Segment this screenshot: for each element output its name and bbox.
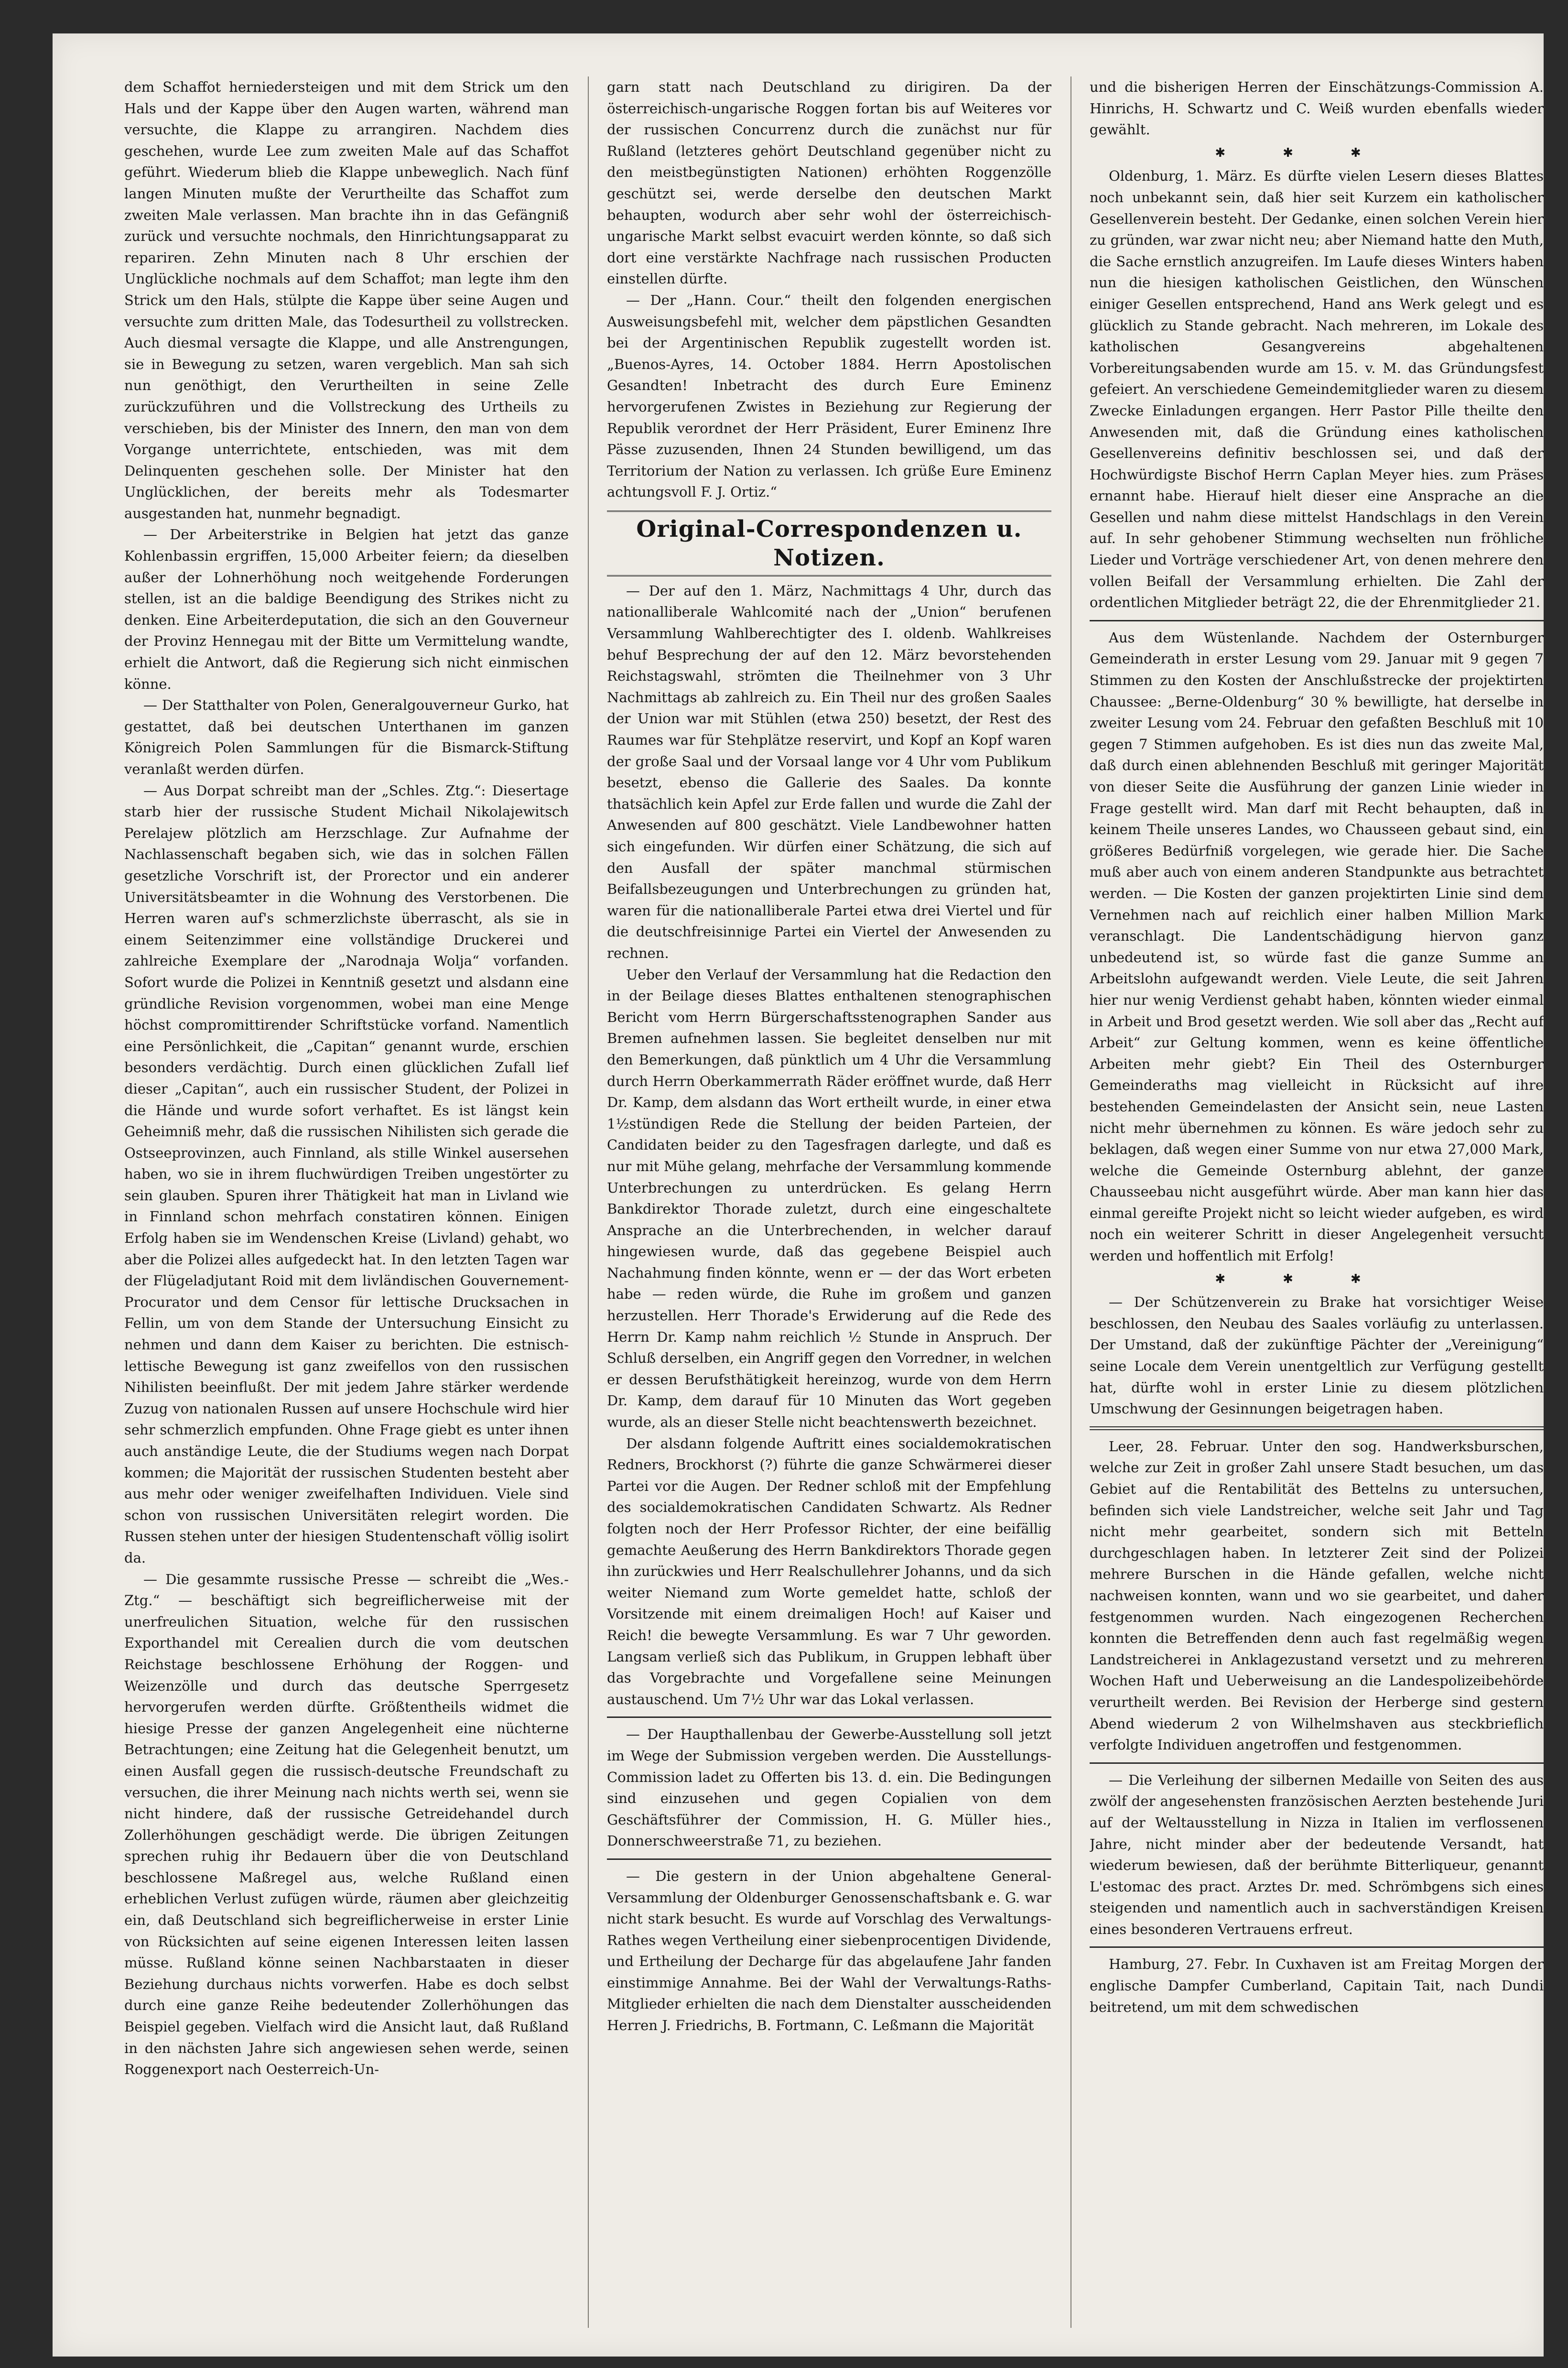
article-dorpat: — Aus Dorpat schreibt man der „Schles. Ztg.“: Diesertage starb hier der russische Student Michail Nikolajewitsch Perelajew plötzlich am Herzschlage. Zur Aufnahme der Nachlassenschaft begaben sich, wie das in solchen Fällen gesetzliche Vorschrift ist, der Prorector und ein anderer Universitätsbeamter in die Wohnung des Verstorbenen. Die Herren waren auf's schmerzlichste überrascht, als sie in einem Seitenzimmer eine vollständige Druckerei und zahlreiche Exemplare der „Narodnaja Wolja“ vorfanden. Sofort wurde die Polizei in Kenntniß gesetzt und alsdann eine gründliche Revision vorgenommen, wobei man eine Menge höchst compromittirender Schriftstücke vorfand. Namentlich eine Persönlichkeit, die „Capitan“ genannt wurde, erschien besonders verdächtig. Durch einen glücklichen Zufall lief dieser „Capitan“, auch ein russischer Student, der Polizei in die Hände und wurde sofort verhaftet. Es ist längst kein Geheimniß mehr, daß die russischen Nihilisten sich gerade die Ostseeprovinzen, auch Finnland, als stille Winkel ausersehen haben, wo sie in ihrem fluchwürdigen Treiben ungestörter zu sein glauben. Spuren ihrer Thätigkeit hat man in Livland wie in Finnland schon mehrfach constatiren können. Einigen Erfolg haben sie im Wendenschen Kreise (Livland) gehabt, wo aber die Polizei alles aufgedeckt hat. In den letzten Tagen war der Flügeladjutant Roid mit dem livländischen Gouvernement-Procurator und dem Censor für lettische Drucksachen in Fellin, um von dem Stande der Untersuchung Einsicht zu nehmen und dann dem Kaiser zu berichten. Die estnisch-lettische Bewegung ist ganz zweifellos von den russischen Nihilisten beeinflußt. Der mit jedem Jahre stärker werdende Zuzug von nationalen Russen auf unsere Hochschule wird hier sehr schmerzlich empfunden. Ohne Frage giebt es unter ihnen auch anständige Leute, die der Studiums wegen nach Dorpat kommen; die Majorität der russischen Studenten besteht aber aus mehr oder weniger zweifelhaften Individuen. Viele sind schon von russischen Universitäten relegirt worden. Die Russen stehen unter der hiesigen Studentenschaft völlig isolirt da.	[124, 782, 569, 1566]
article-silberne-medaille: — Die Verleihung der silbernen Medaille von Seiten des aus zwölf der angesehensten französischen Aerzten bestehende Juri auf der Weltausstellung in Nizza in Italien im verflossenen Jahre, nicht minder aber der bedeutende Versandt, hat wiederum bewiesen, daß der berühmte Bitterliqueur, genannt L'estomac des pract. Arztes Dr. med. Schrömbgens sich eines steigenden und namentlich auch in sachverständigen Kreisen eines besonderen Vertrauens erfreut.	[1090, 1771, 1544, 1937]
article-paragraph: garn statt nach Deutschland zu dirigiren. Da der österreichisch-ungarische Roggen fortan bis auf Weiteres vor der russischen Concurrenz durch die zunächst nur für Rußland (letzteres gehört Deutschland gegenüber nicht zu den meistbegünstigten Nationen) erhöhten Roggenzölle geschützt sei, werde derselbe den deutschen Markt behaupten, wodurch aber sehr wohl der österreichisch-ungarische Markt selbst evacuirt werden könnte, so daß sich dort eine verstärkte Nachfrage nach russischen Producten einstellen dürfte.	[607, 79, 1051, 287]
article-gewerbe-ausstellung: — Der Haupthallenbau der Gewerbe-Ausstellung soll jetzt im Wege der Submission vergeben werden. Die Ausstellungs-Commission ladet zu Offerten bis 13. d. ein. Die Bedingungen sind einzusehen und gegen Copialien von dem Geschäftsführer der Commission, H. G. Müller hies., Donnerschweerstraße 71, zu beziehen.	[607, 1726, 1051, 1849]
double-divider	[1090, 1426, 1544, 1430]
section-heading: Original-Correspondenzen u. Notizen.	[607, 511, 1051, 576]
article-statthalter-polen: — Der Statthalter von Polen, Generalgouverneur Gurko, hat gestattet, daß bei deutschen Unterthanen im ganzen Königreich Polen Sammlungen für die Bismarck-Stiftung veranlaßt werden dürfen.	[124, 697, 569, 777]
article-socialdemokrat-redner: Der alsdann folgende Auftritt eines socialdemokratischen Redners, Brockhorst (?) führte die ganze Schwärmerei dieser Partei vor die Augen. Der Redner schloß mit der Empfehlung des socialdemokratischen Candidaten Schwartz. Als Redner folgten noch der Herr Professor Richter, der eine beifällig gemachte Aeußerung des Herrn Bankdirektors Thorade gegen ihn zurückwies und Herr Realschullehrer Johanns, und da sich weiter Niemand zum Worte gemeldet hatte, schloß der Vorsitzende mit einem dreimaligen Hoch! auf Kaiser und Reich! die bewegte Versammlung. Es war 7 Uhr geworden. Langsam verließ sich das Publikum, in Gruppen lebhaft über das Vorgebrachte und Vorgefallene seine Meinungen austauschend. Um 7½ Uhr war das Lokal verlassen.	[607, 1435, 1051, 1707]
divider	[607, 1858, 1051, 1860]
column-left	[124, 76, 569, 2328]
newspaper-page	[53, 33, 1544, 2357]
divider	[1090, 1762, 1544, 1764]
article-schuetzenverein-brake: — Der Schützenverein zu Brake hat vorsichtiger Weise beschlossen, den Neubau des Saales vorläufig zu unterlassen. Der Umstand, daß der zukünftige Pächter der „Vereinigung“ seine Locale dem Verein unentgeltlich zur Verfügung gestellt hat, dürfte wohl in erster Linie zu diesem plötzlichen Umschwung der Gesinnungen beigetragen haben.	[1090, 1294, 1544, 1417]
article-paragraph: und die bisherigen Herren der Einschätzungs-Commission A. Hinrichs, H. Schwartz und C. Weiß wurden ebenfalls wieder gewählt.	[1090, 79, 1544, 138]
article-leer: Leer, 28. Februar. Unter den sog. Handwerksburschen, welche zur Zeit in großer Zahl unsere Stadt besuchen, um das Gebiet auf die Rentabilität des Bettelns zu untersuchen, befinden sich viele Landstreicher, welche seit Jahr und Tag nicht mehr gearbeitet, sondern sich mit Betteln durchgeschlagen haben. In letzterer Zeit sind der Polizei mehrere Burschen in die Hände gefallen, welche nicht nachweisen konnten, wann und wo sie gearbeitet, und daher festgenommen wurden. Nach eingezogenen Recherchen konnten die Betreffenden denn auch fast regelmäßig wegen Landstreicherei in Anklagezustand versetzt und zu mehreren Wochen Haft und Ueberweisung an die Landespolizeibehörde verurtheilt werden. Bei Revision der Herberge sind gestern Abend wiederum 2 von Wilhelmshaven aus steckbrieflich verfolgte Individuen angetroffen und festgenommen.	[1090, 1438, 1544, 1753]
article-verlauf-versammlung: Ueber den Verlauf der Versammlung hat die Redaction den in der Beilage dieses Blattes enthaltenen stenographischen Bericht vom Herrn Bürgerschaftsstenographen Sander aus Bremen aufnehmen lassen. Sie begleitet denselben nur mit den Bemerkungen, daß pünktlich um 4 Uhr die Versammlung durch Herrn Oberkammerrath Räder eröffnet wurde, daß Herr Dr. Kamp, dem alsdann das Wort ertheilt wurde, in einer etwa 1½stündigen Rede die Stellung der beiden Parteien, der Candidaten beider zu den Tagesfragen darlegte, und daß es nur mit Mühe gelang, mehrfache der Versammlung kommende Unterbrechungen zu unterdrücken. Es gelang Herrn Bankdirektor Thorade zuletzt, durch eine eingeschaltete Ansprache an die Unterbrechenden, in welcher darauf hingewiesen wurde, daß das gegebene Beispiel auch Nachahmung finden könnte, wenn er — der das Wort erbeten habe — reden würde, die Ruhe im großem und ganzen herzustellen. Herr Thorade's Erwiderung auf die Rede des Herrn Dr. Kamp nahm reichlich ½ Stunde in Anspruch. Der Schluß derselben, ein Angriff gegen den Vorredner, in welchen er dessen Berufsthätigkeit hereinzog, wurde von dem Herrn Dr. Kamp, dem darauf für 10 Minuten das Wort gegeben wurde, als an dieser Stelle nicht beachtenswerth bezeichnet.	[607, 966, 1051, 1431]
divider	[607, 1716, 1051, 1718]
divider	[1090, 620, 1544, 621]
article-genossenschaftsbank: — Die gestern in der Union abgehaltene General-Versammlung der Oldenburger Genossenschaftsbank e. G. war nicht stark besucht. Es wurde auf Vorschlag des Verwaltungs-Rathes wegen Vertheilung einer siebenprocentigen Dividende, und Ertheilung der Decharge für das abgelaufene Jahr fanden einstimmige Annahme. Bei der Wahl der Verwaltungs-Raths-Mitglieder erhielten die nach dem Dienstalter ausscheidenden Herren J. Friedrichs, B. Fortmann, C. Leßmann die Majorität	[607, 1868, 1051, 2034]
article-arbeiterstrike-belgien: — Der Arbeiterstrike in Belgien hat jetzt das ganze Kohlenbassin ergriffen, 15,000 Arbeiter feiern; da dieselben außer der Lohnerhöhung noch weitgehende Forderungen stellen, ist an die baldige Beendigung des Strikes nicht zu denken. Eine Arbeiterdeputation, die sich an den Gouverneur der Provinz Hennegau mit der Bitte um Vermittelung wandte, erhielt die Antwort, daß die Regierung sich nicht einmischen könne.	[124, 526, 569, 692]
divider	[1090, 1946, 1544, 1948]
article-russische-presse: — Die gesammte russische Presse — schreibt die „Wes.-Ztg.“ — beschäftigt sich begreiflicherweise mit der unerfreulichen Situation, welche für den russischen Exporthandel mit Cerealien durch die vom deutschen Reichstage beschlossene Erhöhung der Roggen- und Weizenzölle und durch das deutsche Sperrgesetz hervorgerufen werden dürfte. Größtentheils widmet die hiesige Presse der ganzen Angelegenheit eine nüchterne Betrachtungen; eine Zeitung hat die Gelegenheit benutzt, um einen Ausfall gegen die russisch-deutsche Freundschaft zu versuchen, die ihrer Meinung nach nichts werth sei, wenn sie nicht hindere, daß der russische Getreidehandel durch Zollerhöhungen geschädigt werde. Die übrigen Zeitungen sprechen ruhig ihr Bedauern über die von Deutschland beschlossene Maßregel aus, welche Rußland einen erheblichen Verlust zufügen würde, räumen aber gleichzeitig ein, daß Deutschland sich begreiflicherweise in erster Linie von Rücksichten auf seine eigenen Interessen leiten lassen müsse. Rußland könne seinen Nachbarstaaten in dieser Beziehung durchaus nichts vorwerfen. Habe es doch selbst durch eine ganze Reihe bedeutender Zollerhöhungen das Beispiel gegeben. Vielfach wird die Ansicht laut, daß Rußland in den nächsten Jahre sich angewiesen sehen werde, seinen Roggenexport nach Oesterreich-Un-	[124, 1571, 569, 2078]
star-divider: ✱✱✱	[1215, 1271, 1418, 1286]
article-hamburg: Hamburg, 27. Febr. In Cuxhaven ist am Freitag Morgen der englische Dampfer Cumberland, Capitain Tait, nach Dundi beitretend, um mit dem schwedischen	[1090, 1956, 1544, 2015]
article-wuestenlande: Aus dem Wüstenlande. Nachdem der Osternburger Gemeinderath in erster Lesung vom 29. Januar mit 9 gegen 7 Stimmen zu den Kosten der Anschlußstrecke der projektirten Chaussee: „Berne-Oldenburg“ 30 % bewilligte, hat derselbe in zweiter Lesung vom 24. Februar den gefaßten Beschluß mit 10 gegen 7 Stimmen aufgehoben. Es ist dies nun das zweite Mal, daß durch einen ablehnenden Beschluß mit geringer Majorität von dieser Seite die Ausführung der ganzen Linie wieder in Frage gestellt wird. Man darf mit Recht behaupten, daß in keinem Theile unseres Landes, wo Chausseen gebaut sind, ein größeres Bedürfniß vorgelegen, wie gerade hier. Die Sache muß aber auch von einem anderen Standpunkte aus betrachtet werden. — Die Kosten der ganzen projektirten Linie sind dem Vernehmen nach auf reichlich einer halben Million Mark veranschlagt. Die Landentschädigung hiervon ganz unbedeutend ist, so würde fast die ganze Summe an Arbeitslohn aufgewandt werden. Viele Leute, die seit Jahren hier nur wenig Verdienst gehabt haben, könnten wieder einmal in Arbeit und Brod gesetzt werden. Wie soll aber das „Recht auf Arbeit“ zur Geltung kommen, wenn es keine öffentliche Arbeiten mehr giebt? Ein Theil des Osternburger Gemeinderaths mag vielleicht in Rücksicht auf ihre bestehenden Gemeindelasten der Ansicht sein, neue Lasten nicht mehr übernehmen zu können. Es wäre jedoch sehr zu beklagen, daß wegen einer Summe von nur etwa 27,000 Mark, welche die Gemeinde Osternburg ablehnt, der ganze Chausseebau nicht ausgeführt würde. Aber man kann hier das einmal gereifte Projekt nicht so leicht wieder aufgeben, es wird noch ein weiterer Schritt in dieser Angelegenheit versucht werden und hoffentlich mit Erfolg!	[1090, 629, 1544, 1264]
column-rule	[588, 76, 589, 2328]
star-divider: ✱✱✱	[1215, 145, 1418, 160]
article-wahlversammlung: — Der auf den 1. März, Nachmittags 4 Uhr, durch das nationalliberale Wahlcomité nach der „Union“ berufenen Versammlung Wahlberechtigter des I. oldenb. Wahlkreises behuf Besprechung der auf den 12. März bevorstehenden Reichstagswahl, strömten die Theilnehmer von 3 Uhr Nachmittags ab zahlreich zu. Ein Theil nur des großen Saales der Union war mit Stühlen (etwa 250) besetzt, der Rest des Raumes war für Stehplätze reservirt, und Kopf an Kopf waren der große Saal und der Vorsaal lange vor 4 Uhr vom Publikum besetzt, ebenso die Gallerie des Saales. Da konnte thatsächlich kein Apfel zur Erde fallen und wurde die Zahl der Anwesenden auf 800 geschätzt. Viele Landbewohner hatten sich eingefunden. Wir dürfen einer Schätzung, die sich auf den Ausfall der später manchmal stürmischen Beifallsbezeugungen und Unterbrechungen zu gründen hat, waren für die nationalliberale Partei etwa drei Viertel und für die deutschfreisinnige Partei ein Viertel der Anwesenden zu rechnen.	[607, 582, 1051, 961]
column-middle	[607, 76, 1051, 2328]
article-oldenburg-gesellenverein: Oldenburg, 1. März. Es dürfte vielen Lesern dieses Blattes noch unbekannt sein, daß hier seit Kurzem ein katholischer Gesellenverein besteht. Der Gedanke, einen solchen Verein hier zu gründen, war zwar nicht neu; aber Niemand hatte den Muth, die Sache ernstlich anzugreifen. Im Laufe dieses Winters haben nun die hiesigen katholischen Geistlichen, den Wünschen einiger Gesellen entsprechend, Hand ans Werk gelegt und es glücklich zu Stande gebracht. Nach mehreren, im Lokale des katholischen Gesangvereins abgehaltenen Vorbereitungsabenden wurde am 15. v. M. das Gründungsfest gefeiert. An verschiedene Gemeindemitglieder waren zu diesem Zwecke Einladungen ergangen. Herr Pastor Pille theilte den Anwesenden mit, daß die Gründung eines katholischen Gesellenvereins definitiv beschlossen sei, und daß der Hochwürdigste Bischof Herrn Caplan Meyer hies. zum Präses ernannt habe. Hierauf hielt dieser eine Ansprache an die Gesellen und nahm diese mittelst Handschlags in den Verein auf. In sehr gehobener Stimmung wechselten nun fröhliche Lieder und Vorträge verschiedener Art, von denen mehrere den vollen Beifall der Versammlung erhielten. Die Zahl der ordentlichen Mitglieder beträgt 22, die der Ehrenmitglieder 21.	[1090, 168, 1544, 611]
article-paragraph: dem Schaffot herniedersteigen und mit dem Strick um den Hals und der Kappe über den Augen warten, während man versuchte, die Klappe zu arrangiren. Nachdem dies geschehen, wurde Lee zum zweiten Male auf das Schaffot geführt. Wiederum blieb die Klappe unbeweglich. Nach fünf langen Minuten mußte der Verurtheilte das Schaffot zum zweiten Male verlassen. Man brachte ihn in das Gefängniß zurück und versuchte nochmals, den Hinrichtungsapparat zu repariren. Zehn Minuten nach 8 Uhr erschien der Unglückliche nochmals auf dem Schaffot; man legte ihm den Strick um den Hals, stülpte die Kappe über seine Augen und versuchte zum dritten Male, das Todesurtheil zu vollstrecken. Auch diesmal versagte die Klappe, und alle Anstrengungen, sie in Bewegung zu setzen, waren vergeblich. Man sah sich nun genöthigt, den Verurtheilten in seine Zelle zurückzuführen und die Vollstreckung des Urtheils zu verschieben, bis der Minister des Innern, den man von dem Vorgange unterrichtete, entschieden, was mit dem Delinquenten geschehen solle. Der Minister hat den Unglücklichen, der bereits mehr als Todesmarter ausgestanden hat, nunmehr begnadigt.	[124, 79, 569, 521]
article-argentinien-ausweisung: — Der „Hann. Cour.“ theilt den folgenden energischen Ausweisungsbefehl mit, welcher dem päpstlichen Gesandten bei der Argentinischen Republik zugestellt worden ist. „Buenos-Ayres, 14. October 1884. Herrn Apostolischen Gesandten! Inbetracht des durch Eure Eminenz hervorgerufenen Zwistes in Beziehung zur Regierung der Republik verordnet der Herr Präsident, Eurer Eminenz Ihre Pässe zuzusenden, Ihnen 24 Stunden bewilligend, um das Territorium der Nation zu verlassen. Ich grüße Eure Eminenz achtungsvoll F. J. Ortiz.“	[607, 292, 1051, 500]
column-right	[1090, 76, 1544, 2328]
